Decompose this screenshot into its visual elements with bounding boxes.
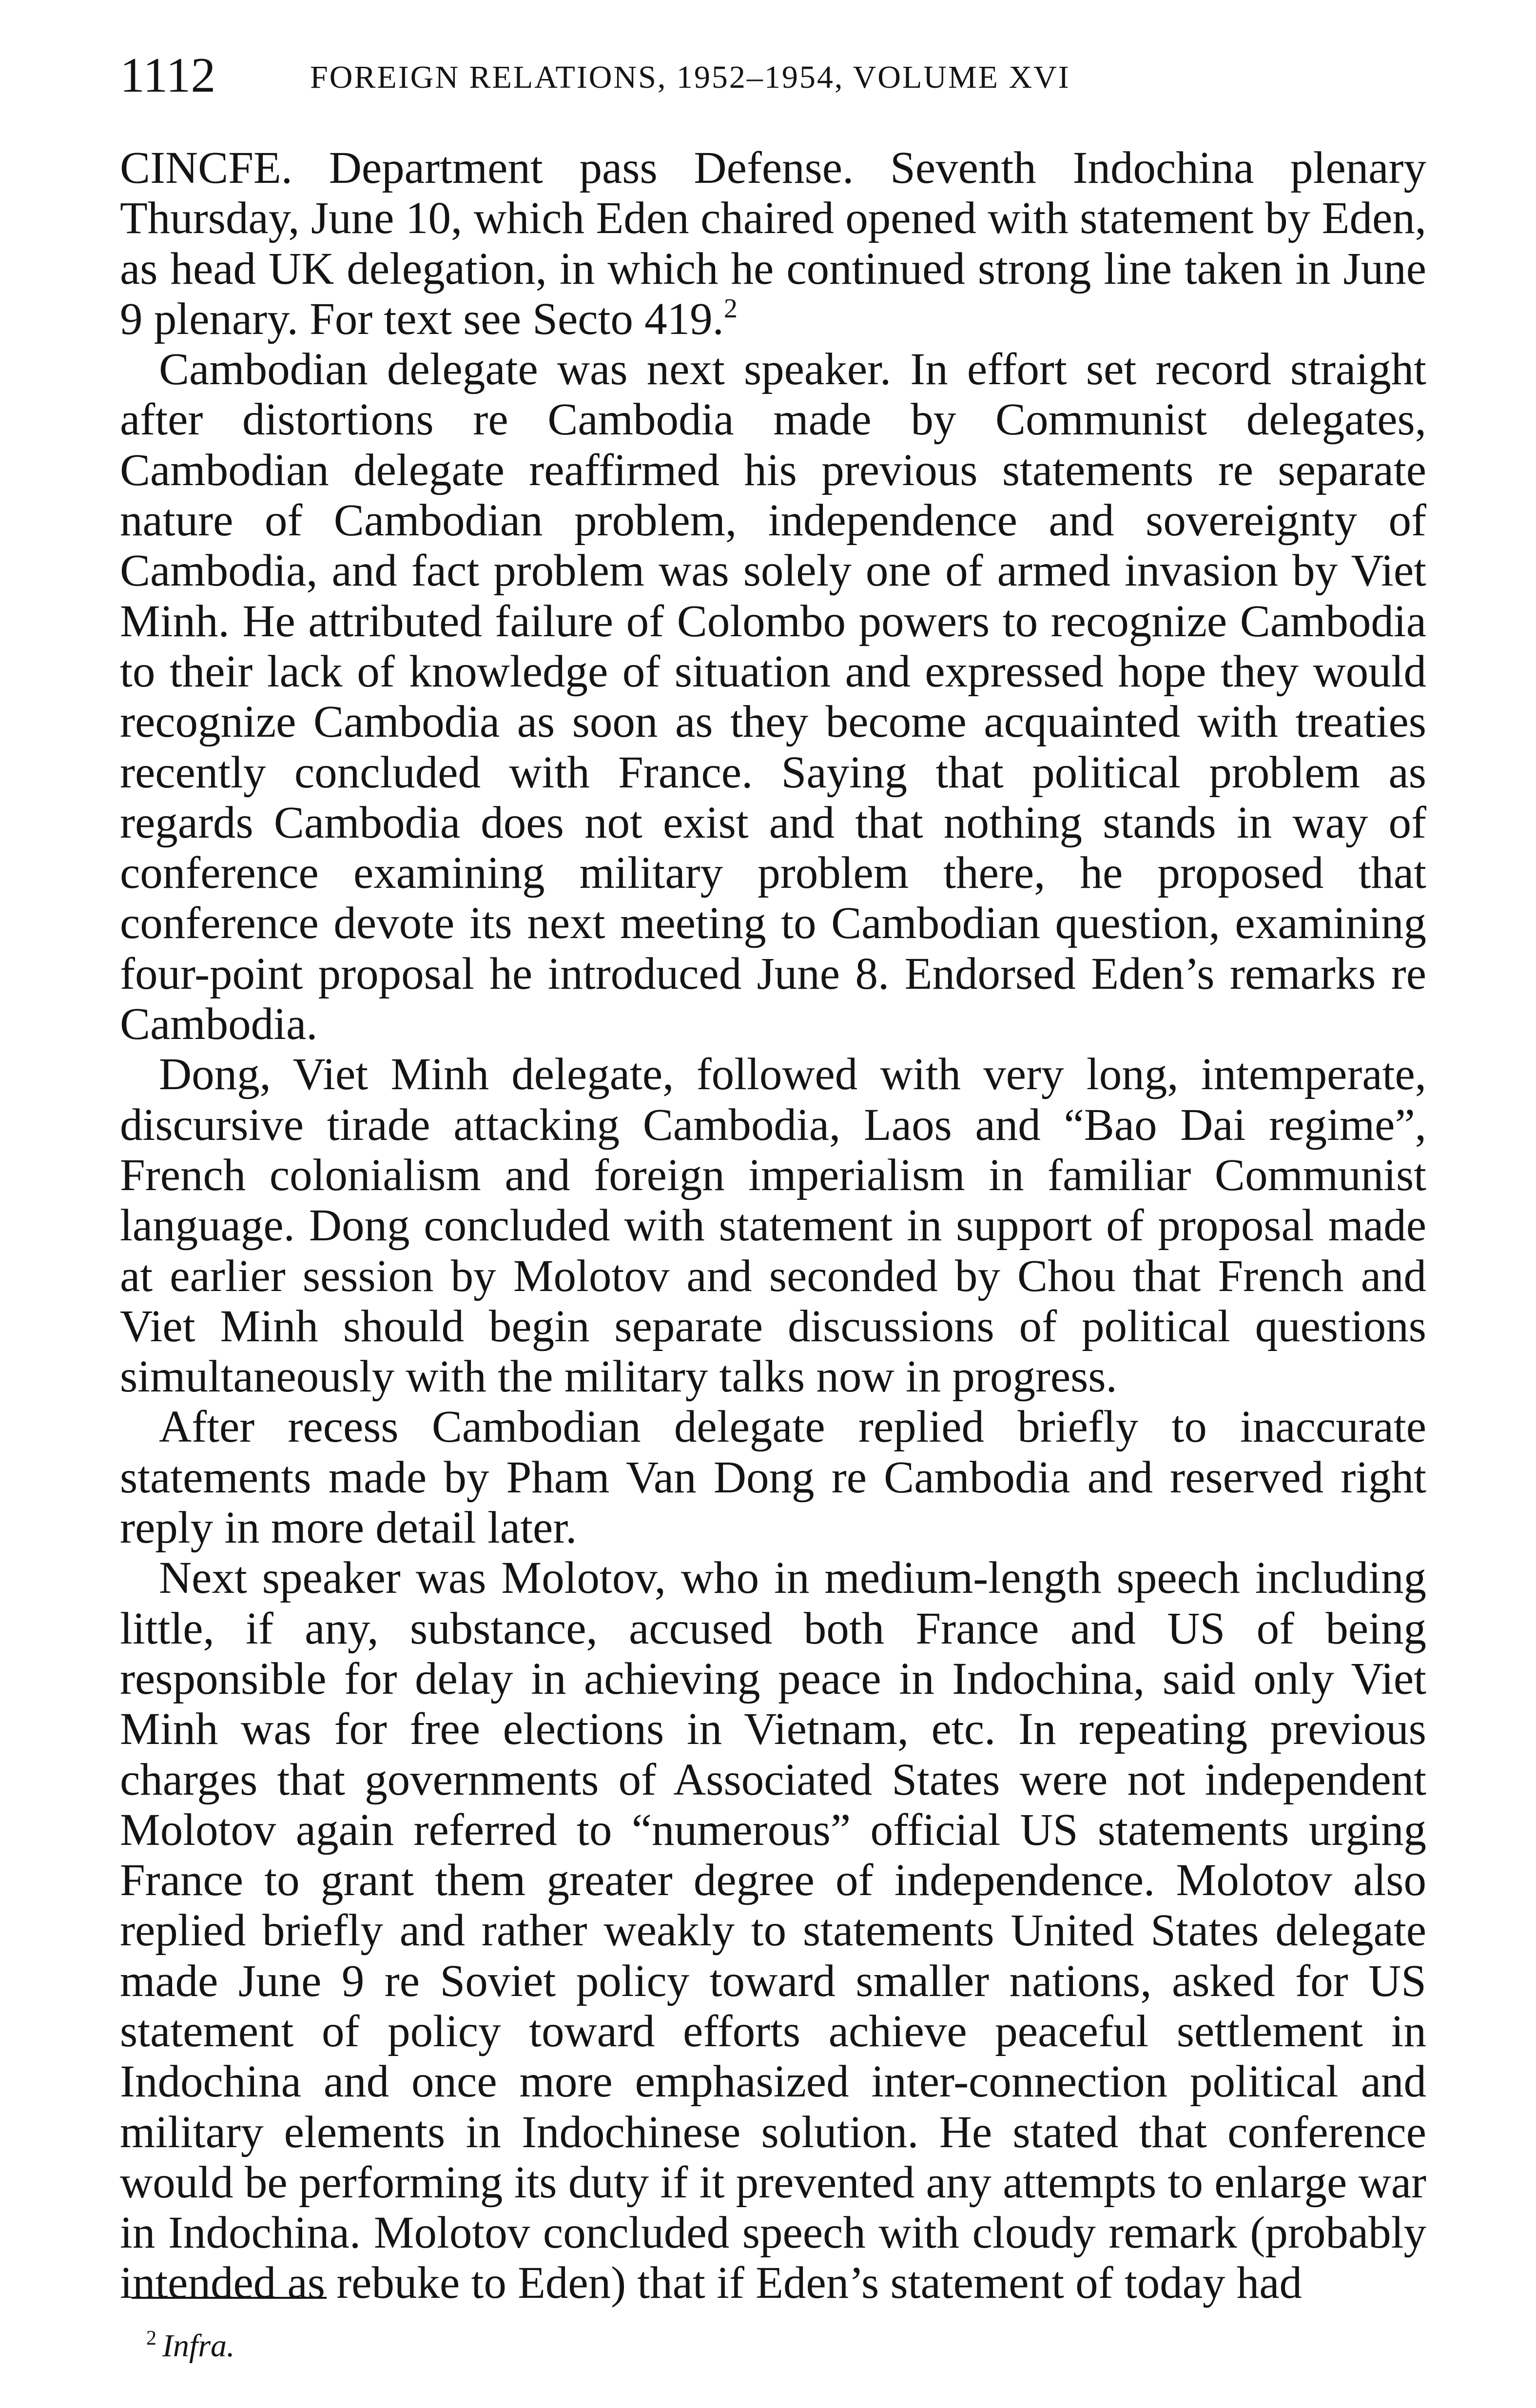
paragraph-4: After recess Cambodian delegate replied briefly to inaccurate statements made by Pham Van Dong re Cambodia and reserved right reply in more detail later. bbox=[120, 1402, 1426, 1553]
running-head: FOREIGN RELATIONS, 1952–1954, VOLUME XVI bbox=[310, 59, 1070, 95]
paragraph-3: Dong, Viet Minh delegate, followed with very long, intemperate, discursive tirade attacking Cambodia, Laos and “Bao Dai regime”, French colonialism and foreign imperialism in familiar Communist language. Dong concluded with statement in support of proposal made at earlier session by Molotov and seconded by Chou that French and Viet Minh should begin separate discussions of political questions simultaneously with the military talks now in progress. bbox=[120, 1049, 1426, 1402]
paragraph-5: Next speaker was Molotov, who in medium-length speech including little, if any, substance, accused both France and US of being responsible for delay in achieving peace in Indochina, said only Viet Minh was for free elections in Vietnam, etc. In repeating previous charges that governments of Associated States were not independent Molotov again referred to “numerous” official US statements urging France to grant them greater degree of independence. Molotov also replied briefly and rather weakly to statements United States delegate made June 9 re Soviet policy toward smaller nations, asked for US statement of policy toward efforts achieve peaceful settlement in Indochina and once more emphasized inter-connection political and military elements in Indochinese solution. He stated that conference would be performing its duty if it prevented any attempts to enlarge war in Indochina. Molotov concluded speech with cloudy remark (probably intended as rebuke to Eden) that if Eden’s statement of today had bbox=[120, 1553, 1426, 2309]
footnote bbox=[146, 2327, 235, 2366]
page-number: 1112 bbox=[120, 48, 216, 103]
footnote-marker: 2 bbox=[146, 2327, 156, 2349]
footnote-text: Infra. bbox=[162, 2328, 235, 2364]
footnote-reference: 2 bbox=[723, 293, 738, 324]
footnote-divider bbox=[132, 2297, 327, 2299]
paragraph-1 bbox=[120, 143, 1426, 344]
paragraph-1-text: CINCFE. Department pass Defense. Seventh Indochina plenary Thursday, June 10, which Eden chaired opened with statement by Eden, as head UK delegation, in which he continued strong line taken in June 9 plenary. For text see Secto 419. bbox=[120, 143, 1426, 344]
page-header bbox=[120, 46, 1426, 105]
body-text bbox=[120, 143, 1426, 2309]
paragraph-2: Cambodian delegate was next speaker. In effort set record straight after distortions re Cambodia made by Communist delegates, Cambodian delegate reaffirmed his previous statements re separate nature of Cambodian problem, independence and sovereignty of Cambodia, and fact problem was solely one of armed invasion by Viet Minh. He attributed failure of Colombo powers to recognize Cambodia to their lack of knowledge of situation and expressed hope they would recognize Cambodia as soon as they become acquainted with treaties recently concluded with France. Saying that political problem as regards Cambodia does not exist and that nothing stands in way of conference examining military problem there, he proposed that conference devote its next meeting to Cambodian question, examining four-point proposal he introduced June 8. Endorsed Eden’s remarks re Cambodia. bbox=[120, 344, 1426, 1050]
